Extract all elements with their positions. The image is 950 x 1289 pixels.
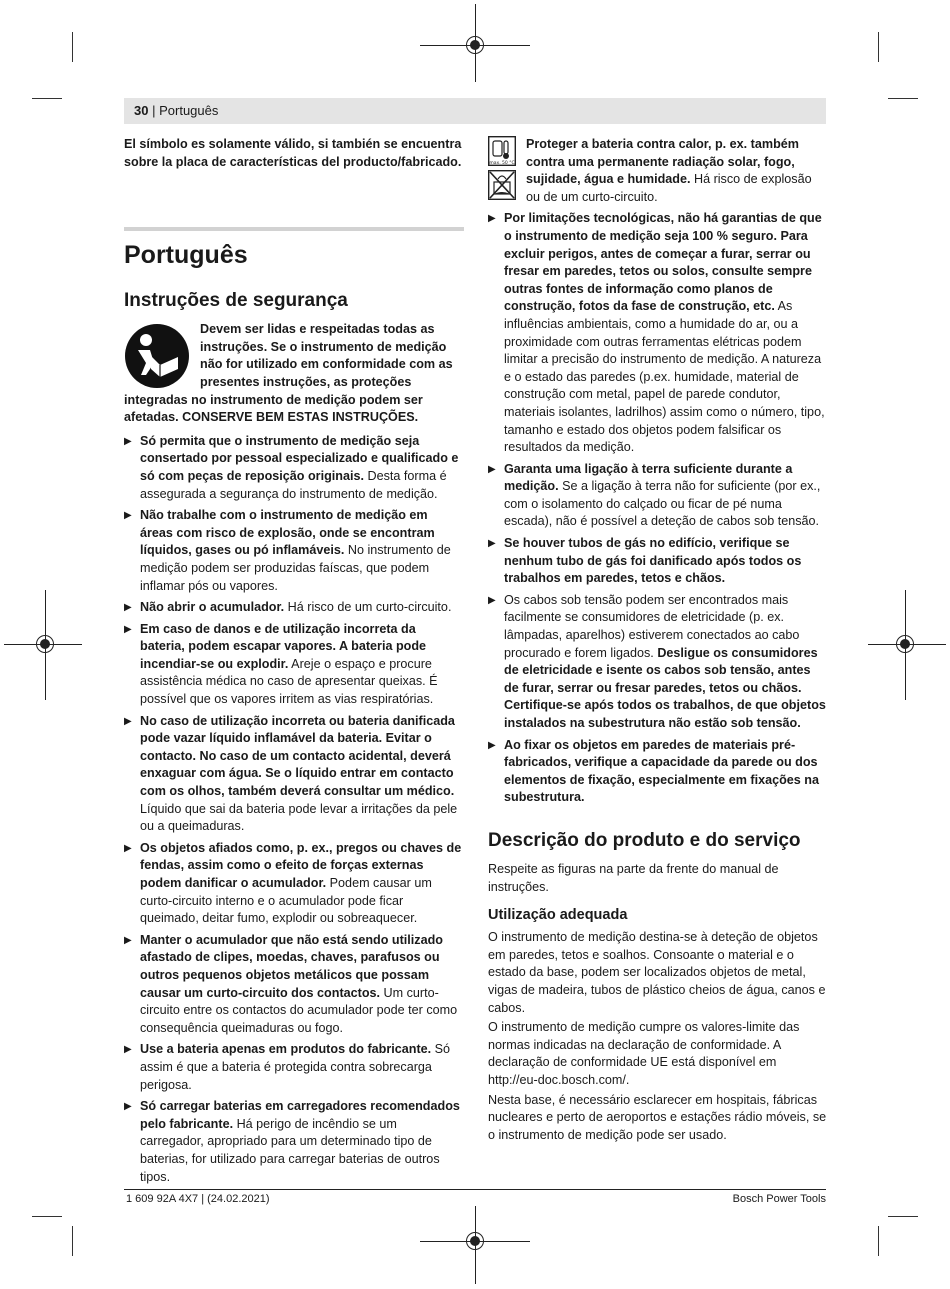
list-item	[488, 737, 828, 807]
safety-section-title: Instruções de segurança	[124, 290, 348, 312]
item-text: Há risco de um curto-circuito.	[284, 600, 452, 615]
crop-mark	[72, 1226, 73, 1256]
item-text: No instrumento de medição podem ser produzidas faíscas, que podem inflamar pós ou vapores.	[140, 543, 451, 593]
item-bold-text: Não trabalhe com o instrumento de medição em áreas com risco de explosão, onde se encontram líquidos, gases ou pó inflamáveis.	[140, 508, 435, 558]
safety-list-left	[124, 433, 464, 1186]
item-text: Se a ligação à terra não for suficiente (por ex., com o isolamento do calçado ou ficar de pé numa escada), não é possível a deteção de cabos sob tensão.	[504, 479, 821, 529]
bullet-arrow-icon: ▶	[488, 739, 496, 751]
page-header-bar	[124, 98, 826, 124]
section-divider	[124, 227, 464, 231]
item-bold-text: Só carregar baterias em carregadores recomendados pelo fabricante.	[140, 1099, 460, 1131]
list-item	[488, 535, 828, 588]
registration-mark-icon	[896, 635, 914, 653]
safety-list-right	[488, 210, 828, 807]
safety-intro	[124, 321, 464, 427]
page-header	[134, 103, 218, 119]
item-text: As influências ambientais, como a humidade do ar, ou a proximidade com outras ferramentas elétricas podem limitar a precisão do instrumento de medição. A natureza e o estado das paredes (p.ex. humidade, material de construção com metal, papel de parede condutor, materiais isolantes, ladrilhos) assim como o número, tipo, tamanho e estado dos objetos podem falsificar os resultados da medição.	[504, 299, 825, 455]
crop-mark	[72, 32, 73, 62]
list-item	[124, 840, 464, 928]
heat-warning-bold: Proteger a bateria contra calor, p. ex. também contra uma permanente radiação solar, fogo, sujidade, água e humidade.	[526, 137, 799, 187]
registration-mark-icon	[466, 1232, 484, 1250]
header-language: Português	[159, 103, 219, 118]
bullet-arrow-icon: ▶	[124, 602, 132, 614]
crop-mark	[888, 98, 918, 99]
left-column	[124, 136, 464, 1190]
list-item	[124, 433, 464, 503]
temperature-limit-label: max. 50 °C	[489, 161, 515, 166]
item-bold-text: Em caso de danos e de utilização incorreta da bateria, podem escapar vapores. A bateria pode incendiar-se ou explodir.	[140, 621, 427, 671]
header-separator: |	[152, 103, 156, 118]
bullet-arrow-icon: ▶	[488, 594, 496, 606]
right-column	[488, 136, 828, 1146]
list-item	[124, 599, 464, 617]
product-section-intro: Respeite as figuras na parte da frente do manual de instruções.	[488, 861, 779, 894]
crop-mark	[878, 1226, 879, 1256]
crop-mark	[32, 98, 62, 99]
read-manual-icon	[124, 323, 190, 389]
heat-warning-icons	[488, 136, 516, 206]
item-bold-text: Desligue os consumidores de eletricidade e isente os cabos sob tensão, antes de furar, serrar ou fresar paredes, tetos ou chãos. Certifique-se após todos os trabalhos, de que objetos instalados na subestrutura não estão sob tensão.	[504, 645, 826, 730]
usage-restriction-paragraph: Nesta base, é necessário esclarecer em hospitais, fábricas nucleares e perto de aeroportos e estações rádio móveis, se o instrumento de medição pode ser usado.	[488, 1092, 827, 1142]
item-bold-text: Garanta uma ligação à terra suficiente durante a medição.	[504, 461, 793, 494]
footer-rule	[124, 1189, 826, 1190]
bullet-arrow-icon: ▶	[124, 510, 132, 522]
item-bold-text: Manter o acumulador que não está sendo utilizado afastado de clipes, moedas, chaves, parafusos ou outros pequenos objetos metálicos que possam causar um curto-circuito dos contactos.	[140, 932, 443, 1000]
intended-use-title: Utilização adequada	[488, 907, 628, 924]
heat-warning	[488, 136, 828, 206]
crop-mark	[32, 1216, 62, 1217]
bullet-arrow-icon: ▶	[124, 1044, 132, 1056]
list-item	[124, 713, 464, 836]
conformity-paragraph: O instrumento de medição cumpre os valores-limite das normas indicadas na declaração de conformidade. A declaração de conformidade UE está disponível em http://eu-doc.bosch.com/.	[488, 1020, 800, 1087]
crop-mark	[878, 32, 879, 62]
item-bold-text: Não abrir o acumulador.	[140, 600, 285, 615]
item-text: Há perigo de incêndio se um carregador, apropriado para um determinado tipo de baterias, for utilizado para carregar baterias de outros tipos.	[140, 1116, 440, 1184]
page-number: 30	[134, 103, 149, 118]
safety-intro-text: Devem ser lidas e respeitadas todas as instruções. Se o instrumento de medição não for utilizado em conformidade com as presentes instruções, as proteções integradas no instrumento de medição podem ser afetadas. CONSERVE BEM ESTAS INSTRUÇÕES.	[124, 322, 453, 425]
heat-warning-normal: Há risco de explosão ou de um curto-circuito.	[526, 172, 812, 204]
heat-warning-text	[526, 136, 828, 206]
item-text: Desta forma é assegurada a segurança do instrumento de medição.	[140, 468, 447, 501]
bullet-arrow-icon: ▶	[124, 934, 132, 946]
item-text: Líquido que sai da bateria pode levar a irritações da pele ou a queimaduras.	[140, 801, 458, 834]
temperature-limit-icon	[488, 136, 516, 166]
symbol-note: El símbolo es solamente válido, si también se encuentra sobre la placa de características del producto/fabricado.	[124, 137, 462, 169]
list-item	[124, 621, 464, 709]
no-water-fire-icon	[488, 170, 516, 200]
list-item	[488, 461, 828, 531]
list-item	[124, 507, 464, 595]
item-bold-text: No caso de utilização incorreta ou bateria danificada pode vazar líquido inflamável da bateria. Evitar o contacto. No caso de um contacto acidental, deverá enxaguar com água. Se o líquido entrar em contacto com os olhos, também deverá consultar um médico.	[140, 713, 455, 799]
product-section-title: Descrição do produto e do serviço	[488, 829, 801, 851]
bullet-arrow-icon: ▶	[124, 842, 132, 854]
language-title: Português	[124, 241, 248, 270]
bullet-arrow-icon: ▶	[124, 623, 132, 635]
footer-doc-code: 1 609 92A 4X7 | (24.02.2021)	[126, 1193, 270, 1205]
item-text: Podem causar um curto-circuito interno e o acumulador pode ficar queimado, deitar fumo, explodir ou sobreaquecer.	[140, 876, 432, 926]
bullet-arrow-icon: ▶	[124, 435, 132, 447]
footer-brand: Bosch Power Tools	[732, 1193, 826, 1205]
item-bold-text: Só permita que o instrumento de medição seja consertado por pessoal especializado e qualificado e só com peças de reposição originais.	[140, 433, 459, 483]
list-item	[124, 1041, 464, 1094]
bullet-arrow-icon: ▶	[124, 1101, 132, 1113]
registration-mark-icon	[36, 635, 54, 653]
item-bold-text: Por limitações tecnológicas, não há garantias de que o instrumento de medição seja 100 % seguro. Para excluir perigos, antes de começar a furar, serrar ou fresar em paredes, tetos ou solos, consulte sempre outras fontes de informação como planos de construção, fotos da fase de construção, etc.	[504, 211, 822, 314]
intended-use-paragraph: O instrumento de medição destina-se à deteção de objetos em paredes, tetos e soalhos. Consoante o material e o estado da base, podem ser localizados objetos de metal, vigas de madeira, tubos de plástico cheios de água, canos e cabos.	[488, 930, 826, 1015]
item-text: Só assim é que a bateria é protegida contra sobrecarga perigosa.	[140, 1042, 451, 1092]
list-item	[124, 1098, 464, 1186]
item-text: Os cabos sob tensão podem ser encontrados mais facilmente se consumidores de eletricidade (p. ex. lâmpadas, aparelhos) estiverem conectados ao cabo procurado e forem ligados.	[504, 592, 800, 660]
crop-mark	[888, 1216, 918, 1217]
list-item	[488, 210, 828, 456]
item-bold-text: Ao fixar os objetos em paredes de materiais pré-fabricados, verifique a capacidade da parede ou dos elementos de fixação, especialmente em fixações na subestrutura.	[504, 737, 819, 805]
registration-mark-icon	[466, 36, 484, 54]
item-bold-text: Os objetos afiados como, p. ex., pregos ou chaves de fendas, assim como o efeito de forças externas podem danificar o acumulador.	[140, 840, 462, 890]
bullet-arrow-icon: ▶	[124, 715, 132, 727]
bullet-arrow-icon: ▶	[488, 213, 496, 225]
bullet-arrow-icon: ▶	[488, 463, 496, 475]
item-text: Areje o espaço e procure assistência médica no caso de apresentar queixas. É possível que os vapores irritem as vias respiratórias.	[140, 656, 438, 707]
item-bold-text: Use a bateria apenas em produtos do fabricante.	[140, 1042, 432, 1057]
list-item	[488, 592, 828, 733]
item-bold-text: Se houver tubos de gás no edifício, verifique se nenhum tubo de gás foi danificado após todos os trabalhos em paredes, tetos e chãos.	[504, 536, 802, 586]
list-item	[124, 932, 464, 1038]
item-text: Um curto-circuito entre os contactos do acumulador pode ter como consequência queimaduras ou fogo.	[140, 985, 458, 1035]
bullet-arrow-icon: ▶	[488, 538, 496, 550]
